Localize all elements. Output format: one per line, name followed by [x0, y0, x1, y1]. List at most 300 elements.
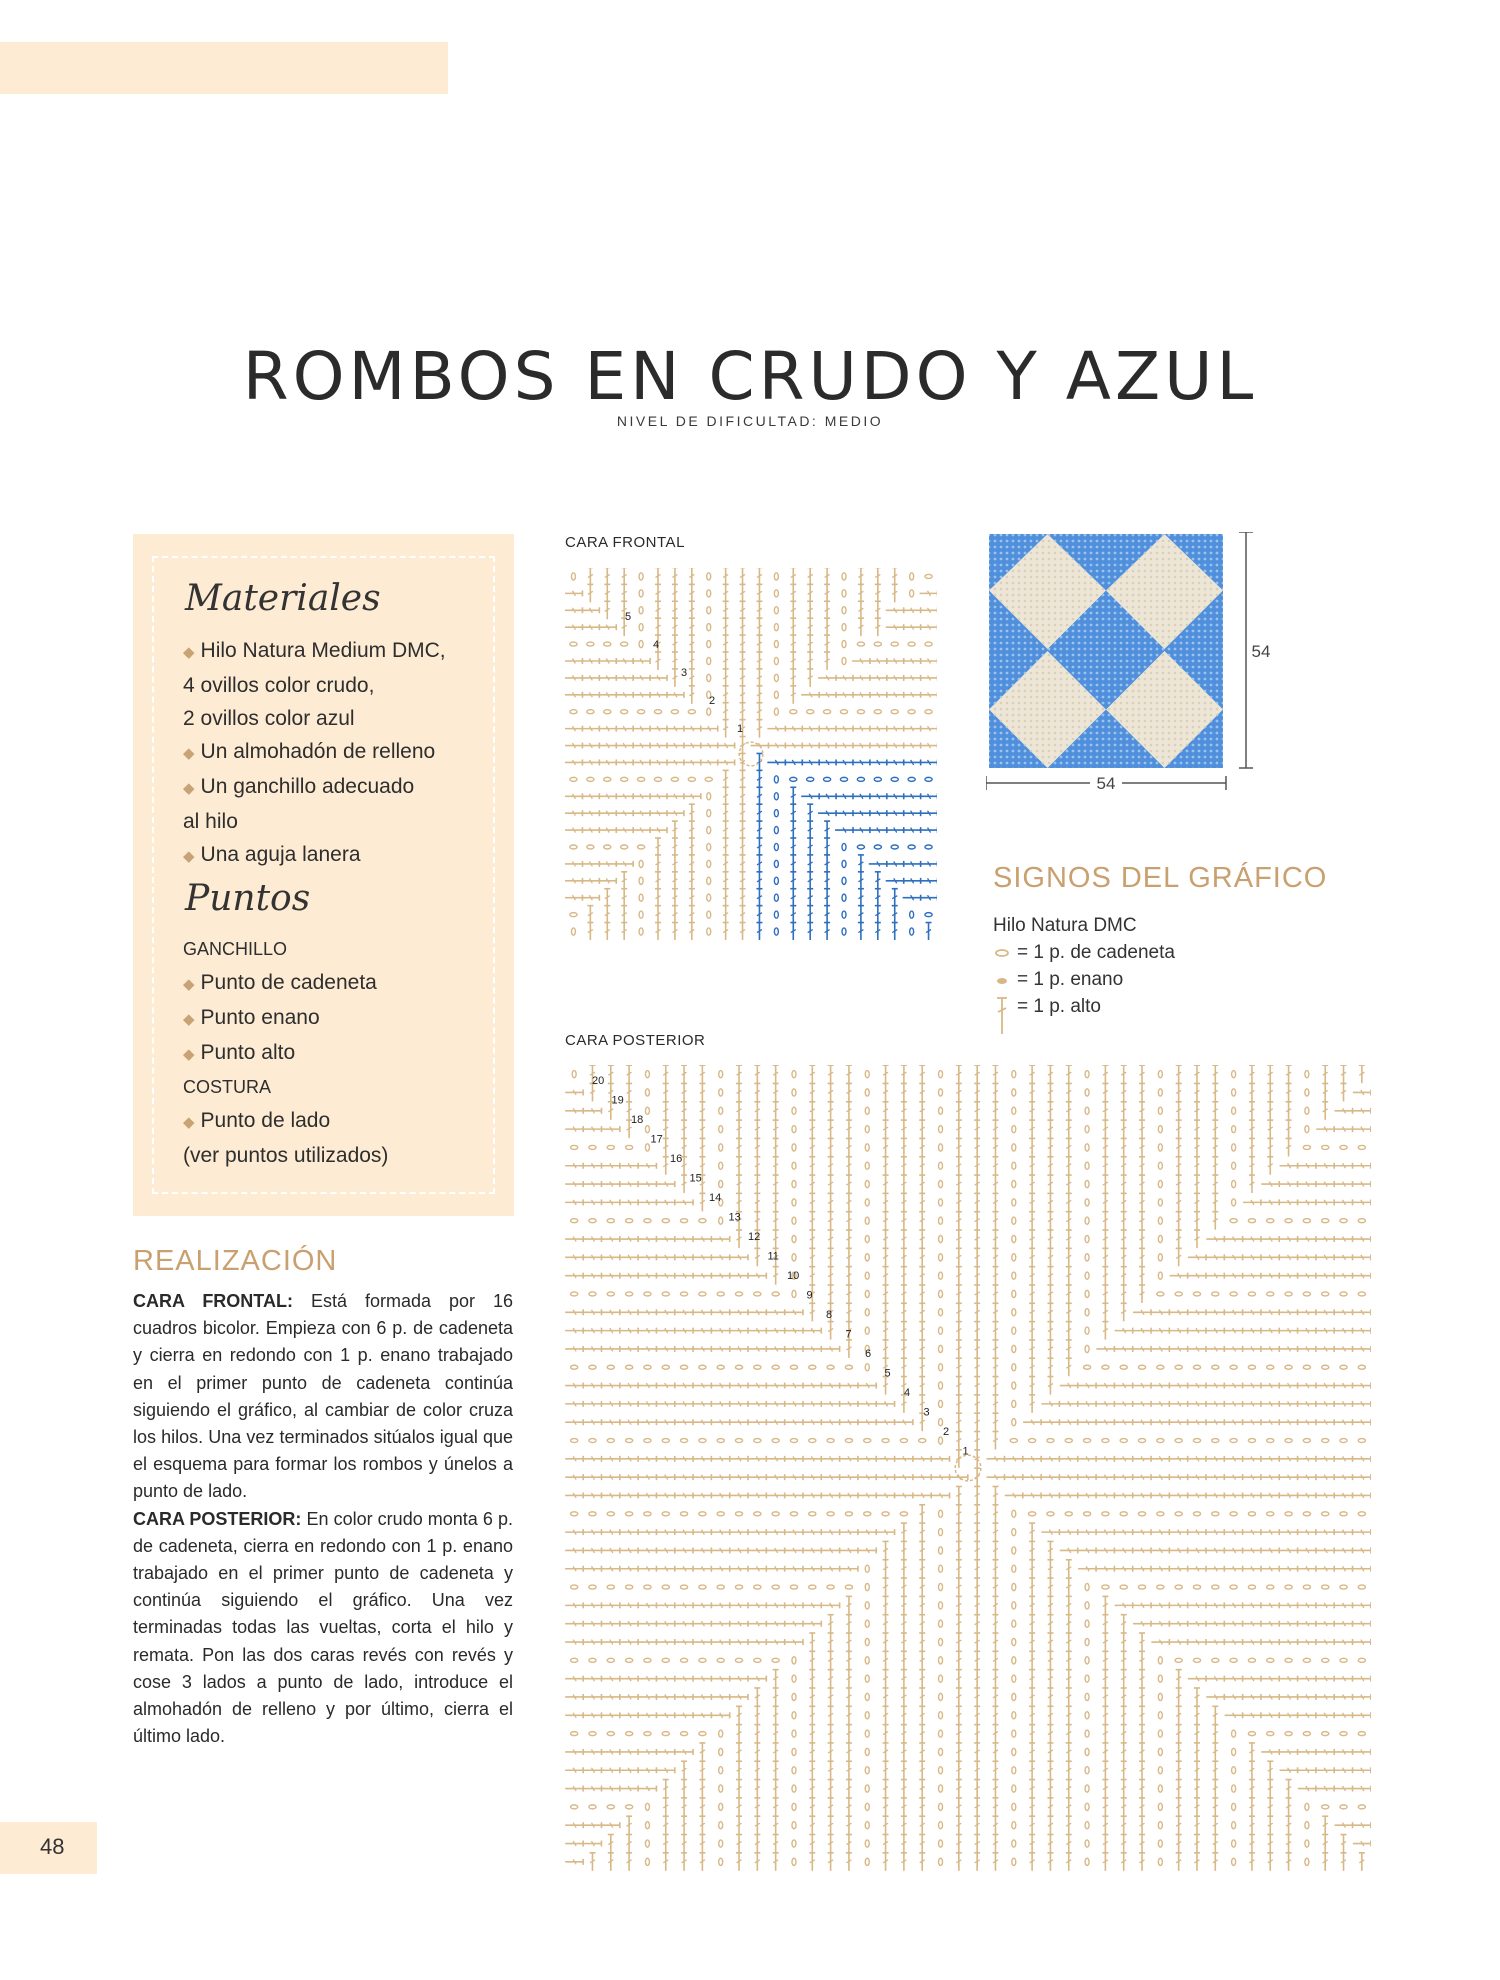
double-crochet-stitch [1353, 1456, 1371, 1462]
double-crochet-stitch [1029, 1285, 1035, 1303]
chain-stitch [626, 1292, 633, 1296]
double-crochet-stitch [748, 1401, 766, 1407]
chain-stitch [1340, 1805, 1347, 1809]
double-crochet-stitch [1066, 1248, 1072, 1266]
double-crochet-stitch [672, 838, 678, 856]
double-crochet-stitch [919, 1285, 925, 1303]
double-crochet-stitch [621, 872, 627, 890]
double-crochet-stitch [693, 1676, 711, 1682]
double-crochet-stitch [1261, 1199, 1279, 1205]
double-crochet-stitch [1316, 1419, 1334, 1425]
chain-stitch [1230, 1439, 1237, 1443]
chain-stitch [1358, 1292, 1365, 1296]
double-crochet-stitch [666, 810, 684, 816]
double-crochet-stitch [956, 1065, 962, 1083]
double-crochet-stitch [886, 793, 904, 799]
double-crochet-stitch [886, 624, 904, 630]
round-number-label: 5 [625, 611, 632, 623]
double-crochet-stitch [1212, 1761, 1218, 1779]
double-crochet-stitch [1188, 1346, 1206, 1352]
diamond-bullet-icon: ◆ [183, 644, 195, 661]
double-crochet-stitch [903, 624, 921, 630]
chain-stitch [774, 928, 778, 935]
chain-stitch [571, 1658, 578, 1662]
double-crochet-stitch [919, 1853, 925, 1871]
double-crochet-stitch [1353, 1621, 1371, 1627]
chain-stitch [1120, 1585, 1127, 1589]
double-crochet-stitch [803, 1401, 821, 1407]
double-crochet-stitch [852, 793, 870, 799]
double-crochet-stitch [828, 1633, 834, 1651]
double-crochet-stitch [803, 1547, 821, 1553]
double-crochet-stitch [1066, 1322, 1072, 1340]
double-crochet-stitch [809, 1267, 815, 1285]
double-crochet-stitch [1176, 1157, 1182, 1175]
double-crochet-stitch [869, 793, 887, 799]
double-crochet-stitch [1225, 1712, 1243, 1718]
double-crochet-stitch [1115, 1346, 1133, 1352]
double-crochet-stitch [869, 810, 887, 816]
double-crochet-stitch [901, 1212, 907, 1230]
chain-stitch [827, 1585, 834, 1589]
double-crochet-stitch [1316, 1163, 1334, 1169]
double-crochet-stitch [1139, 1633, 1145, 1651]
double-crochet-stitch [583, 1492, 601, 1498]
chain-stitch [1029, 1439, 1036, 1443]
double-crochet-stitch [1194, 1230, 1200, 1248]
double-crochet-stitch [1066, 1688, 1072, 1706]
double-crochet-stitch [846, 1816, 852, 1834]
double-crochet-stitch [803, 1566, 821, 1572]
double-crochet-stitch [913, 1492, 931, 1498]
chain-stitch [1230, 1658, 1237, 1662]
double-crochet-stitch [730, 1383, 748, 1389]
chain-stitch [1322, 1365, 1329, 1369]
double-crochet-stitch [903, 726, 921, 732]
double-crochet-stitch [657, 1676, 675, 1682]
double-crochet-stitch [1096, 1383, 1114, 1389]
double-crochet-stitch [1041, 1529, 1059, 1535]
list-item: ◆ Un almohadón de relleno [183, 740, 436, 763]
double-crochet-stitch [974, 1670, 980, 1688]
double-crochet-stitch [754, 1212, 760, 1230]
double-crochet-stitch [1029, 1688, 1035, 1706]
double-crochet-stitch [920, 810, 937, 816]
chain-stitch [1085, 1840, 1089, 1847]
double-crochet-icon [993, 996, 1011, 1036]
double-crochet-stitch [1188, 1547, 1206, 1553]
double-crochet-stitch [1176, 1083, 1182, 1101]
chain-stitch [719, 1767, 723, 1774]
double-crochet-stitch [675, 1401, 693, 1407]
chain-stitch [939, 1254, 943, 1261]
double-crochet-stitch [754, 1706, 760, 1724]
double-crochet-stitch [1353, 1749, 1371, 1755]
double-crochet-stitch [1078, 1383, 1096, 1389]
chain-stitch [707, 640, 711, 647]
double-crochet-stitch [974, 1816, 980, 1834]
chain-stitch [1248, 1365, 1255, 1369]
double-crochet-stitch [693, 1273, 711, 1279]
double-crochet-stitch [1194, 1853, 1200, 1871]
double-crochet-stitch [835, 793, 853, 799]
chain-stitch [699, 1219, 706, 1223]
chain-stitch [1085, 1089, 1089, 1096]
double-crochet-stitch [932, 1492, 950, 1498]
double-crochet-stitch [736, 1798, 742, 1816]
double-crochet-stitch [565, 1786, 583, 1792]
chain-stitch [1358, 1365, 1365, 1369]
chain-stitch [754, 1585, 761, 1589]
double-crochet-stitch [1029, 1322, 1035, 1340]
double-crochet-stitch [809, 1193, 815, 1211]
double-crochet-stitch [1261, 1529, 1279, 1535]
double-crochet-stitch [1029, 1377, 1035, 1395]
chain-stitch [589, 1365, 596, 1369]
double-crochet-stitch [956, 1413, 962, 1431]
double-crochet-stitch [974, 1615, 980, 1633]
double-crochet-stitch [1194, 1706, 1200, 1724]
double-crochet-stitch [1335, 1676, 1353, 1682]
double-crochet-stitch [858, 906, 864, 924]
chain-stitch [939, 1693, 943, 1700]
chain-stitch [639, 860, 643, 867]
round-number-label: 19 [611, 1094, 624, 1107]
double-crochet-stitch [583, 1841, 601, 1847]
double-crochet-stitch [1047, 1267, 1053, 1285]
double-crochet-stitch [754, 1835, 760, 1853]
chain-stitch [1158, 1126, 1162, 1133]
double-crochet-stitch [818, 726, 836, 732]
double-crochet-stitch [883, 1230, 889, 1248]
chain-stitch [1012, 1235, 1016, 1242]
double-crochet-stitch [1286, 1798, 1292, 1816]
chain-stitch [719, 1217, 723, 1224]
double-crochet-stitch [693, 1254, 711, 1260]
chain-stitch [1083, 1512, 1090, 1516]
double-crochet-stitch [886, 726, 904, 732]
double-crochet-stitch [858, 1419, 876, 1425]
double-crochet-stitch [565, 759, 582, 765]
double-crochet-stitch [1212, 1175, 1218, 1193]
double-crochet-stitch [1102, 1706, 1108, 1724]
round-number-label: 11 [767, 1250, 779, 1263]
double-crochet-stitch [1267, 1138, 1273, 1156]
double-crochet-stitch [840, 1529, 858, 1535]
chain-stitch [939, 1620, 943, 1627]
double-crochet-stitch [919, 1267, 925, 1285]
double-crochet-stitch [974, 1578, 980, 1596]
double-crochet-stitch [730, 1401, 748, 1407]
double-crochet-stitch [736, 1743, 742, 1761]
chain-stitch [644, 1658, 651, 1662]
double-crochet-stitch [974, 1083, 980, 1101]
chain-stitch [1085, 1071, 1089, 1078]
double-crochet-stitch [748, 1346, 766, 1352]
double-crochet-stitch [615, 793, 633, 799]
double-crochet-stitch [790, 821, 796, 839]
double-crochet-stitch [835, 759, 853, 765]
double-crochet-stitch [1102, 1175, 1108, 1193]
chain-stitch [719, 1803, 723, 1810]
double-crochet-stitch [1121, 1267, 1127, 1285]
double-crochet-stitch [1194, 1835, 1200, 1853]
double-crochet-stitch [1066, 1230, 1072, 1248]
double-crochet-stitch [901, 1248, 907, 1266]
double-crochet-stitch [974, 1780, 980, 1798]
chain-stitch [939, 1382, 943, 1389]
double-crochet-stitch [785, 1419, 803, 1425]
double-crochet-stitch [840, 1419, 858, 1425]
chain-stitch [1322, 1512, 1329, 1516]
double-crochet-stitch [1261, 1328, 1279, 1334]
double-crochet-stitch [956, 1175, 962, 1193]
double-crochet-stitch [901, 1065, 907, 1083]
double-crochet-stitch [1261, 1547, 1279, 1553]
double-crochet-stitch [649, 793, 667, 799]
double-crochet-stitch [1139, 1157, 1145, 1175]
double-crochet-stitch [693, 1547, 711, 1553]
chain-stitch [1175, 1585, 1182, 1589]
double-crochet-stitch [683, 743, 701, 749]
double-crochet-stitch [1066, 1358, 1072, 1376]
double-crochet-stitch [1261, 1181, 1279, 1187]
double-crochet-stitch [1212, 1157, 1218, 1175]
chain-stitch [1340, 1658, 1347, 1662]
chain-stitch [1085, 1180, 1089, 1187]
double-crochet-stitch [785, 1529, 803, 1535]
double-crochet-stitch [1335, 1254, 1353, 1260]
double-crochet-stitch [809, 1853, 815, 1871]
double-crochet-stitch [565, 1566, 583, 1572]
double-crochet-stitch [920, 624, 937, 630]
chain-stitch [865, 1126, 869, 1133]
chain-stitch [865, 1235, 869, 1242]
double-crochet-stitch [1121, 1212, 1127, 1230]
double-crochet-stitch [730, 1529, 748, 1535]
double-crochet-stitch [974, 1395, 980, 1413]
chain-stitch [644, 1512, 651, 1516]
chain-stitch [570, 845, 577, 849]
double-crochet-stitch [699, 1083, 705, 1101]
double-crochet-stitch [846, 1120, 852, 1138]
double-crochet-stitch [822, 1456, 840, 1462]
double-crochet-stitch [1206, 1566, 1224, 1572]
chain-stitch [735, 1439, 742, 1443]
top-color-band [0, 42, 448, 94]
chain-stitch [865, 1785, 869, 1792]
double-crochet-stitch [1280, 1694, 1298, 1700]
double-crochet-stitch [723, 906, 729, 924]
double-crochet-stitch [875, 889, 881, 907]
chain-stitch [717, 1365, 724, 1369]
double-crochet-stitch [1121, 1725, 1127, 1743]
chain-stitch [1012, 1309, 1016, 1316]
double-crochet-stitch [621, 889, 627, 907]
double-crochet-stitch [736, 1193, 742, 1211]
chain-stitch [1012, 1364, 1016, 1371]
double-crochet-stitch [956, 1670, 962, 1688]
double-crochet-stitch [767, 1566, 785, 1572]
double-crochet-stitch [869, 861, 887, 867]
double-crochet-stitch [883, 1322, 889, 1340]
double-crochet-stitch [681, 1798, 687, 1816]
double-crochet-stitch [1047, 1761, 1053, 1779]
double-crochet-stitch [675, 1309, 693, 1315]
double-crochet-stitch [901, 1725, 907, 1743]
double-crochet-stitch [657, 1328, 675, 1334]
double-crochet-stitch [723, 601, 729, 619]
chain-stitch [1303, 1145, 1310, 1149]
double-crochet-stitch [1047, 1322, 1053, 1340]
double-crochet-stitch [883, 1560, 889, 1578]
double-crochet-stitch [1121, 1230, 1127, 1248]
chain-stitch [1085, 1217, 1089, 1224]
chain-stitch [570, 642, 577, 646]
width-dimension-label: 54 [1096, 774, 1116, 793]
double-crochet-stitch [1066, 1578, 1072, 1596]
double-crochet-stitch [790, 618, 796, 636]
double-crochet-stitch [693, 1602, 711, 1608]
double-crochet-stitch [892, 584, 898, 602]
double-crochet-stitch [583, 1346, 601, 1352]
double-crochet-stitch [919, 1560, 925, 1578]
double-crochet-stitch [620, 1749, 638, 1755]
chain-stitch [842, 860, 846, 867]
double-crochet-stitch [1212, 1835, 1218, 1853]
double-crochet-stitch [785, 1474, 803, 1480]
chain-stitch [688, 777, 695, 781]
double-crochet-stitch [1121, 1706, 1127, 1724]
chain-stitch [1158, 1272, 1162, 1279]
chain-stitch [939, 1675, 943, 1682]
double-crochet-stitch [1047, 1651, 1053, 1669]
double-crochet-stitch [666, 743, 684, 749]
double-crochet-stitch [809, 1725, 815, 1743]
double-crochet-stitch [565, 1456, 583, 1462]
double-crochet-stitch [767, 1401, 785, 1407]
double-crochet-stitch [754, 1743, 760, 1761]
double-crochet-stitch [756, 652, 762, 670]
double-crochet-stitch [1194, 1102, 1200, 1120]
double-crochet-stitch [620, 1474, 638, 1480]
chain-stitch [792, 1071, 796, 1078]
chain-stitch [1248, 1585, 1255, 1589]
chain-stitch [1285, 1512, 1292, 1516]
double-crochet-stitch [1121, 1157, 1127, 1175]
double-crochet-stitch [655, 601, 661, 619]
double-crochet-stitch [1188, 1492, 1206, 1498]
chain-stitch [680, 1585, 687, 1589]
double-crochet-stitch [919, 1835, 925, 1853]
chain-stitch [707, 590, 711, 597]
double-crochet-stitch [956, 1743, 962, 1761]
double-crochet-stitch [1280, 1181, 1298, 1187]
double-crochet-stitch [956, 1615, 962, 1633]
double-crochet-stitch [883, 1541, 889, 1559]
double-crochet-stitch [790, 652, 796, 670]
double-crochet-stitch [974, 1120, 980, 1138]
double-crochet-stitch [824, 889, 830, 907]
double-crochet-stitch [1280, 1767, 1298, 1773]
double-crochet-stitch [773, 1175, 779, 1193]
double-crochet-stitch [809, 1670, 815, 1688]
diamond-bullet-icon: ◆ [183, 1046, 195, 1063]
double-crochet-stitch [740, 855, 746, 873]
double-crochet-stitch [840, 1474, 858, 1480]
double-crochet-stitch [992, 1853, 998, 1871]
double-crochet-stitch [1353, 1841, 1371, 1847]
posterior-label: CARA POSTERIOR: [133, 1508, 302, 1529]
double-crochet-stitch [663, 1065, 669, 1083]
double-crochet-stitch [992, 1303, 998, 1321]
double-crochet-stitch [663, 1816, 669, 1834]
chain-stitch [671, 710, 678, 714]
double-crochet-stitch [869, 827, 887, 833]
double-crochet-stitch [1047, 1377, 1053, 1395]
double-crochet-stitch [672, 669, 678, 687]
double-crochet-stitch [1121, 1193, 1127, 1211]
chain-stitch [925, 777, 932, 781]
double-crochet-stitch [581, 878, 599, 884]
double-crochet-stitch [903, 692, 921, 698]
double-crochet-stitch [723, 584, 729, 602]
chain-stitch [626, 1585, 633, 1589]
double-crochet-stitch [809, 1157, 815, 1175]
double-crochet-stitch [689, 821, 695, 839]
double-crochet-stitch [803, 1383, 821, 1389]
double-crochet-stitch [1316, 1492, 1334, 1498]
double-crochet-stitch [657, 1602, 675, 1608]
double-crochet-stitch [919, 1120, 925, 1138]
chain-stitch [680, 1219, 687, 1223]
double-crochet-stitch [1212, 1138, 1218, 1156]
double-crochet-stitch [974, 1285, 980, 1303]
double-crochet-stitch [1121, 1743, 1127, 1761]
chain-stitch [1322, 1219, 1329, 1223]
double-crochet-stitch [712, 1529, 730, 1535]
chain-stitch [626, 1145, 633, 1149]
chain-stitch [939, 1565, 943, 1572]
double-crochet-stitch [754, 1120, 760, 1138]
chain-stitch [939, 1529, 943, 1536]
double-crochet-stitch [901, 1853, 907, 1871]
double-crochet-stitch [583, 1529, 601, 1535]
frontal-text: Está formada por 16 cuadros bicolor. Empieza con 6 p. de cadeneta y cierra en redondo con 1 p. enano trabajado en el primer punto de cadeneta continúa siguiendo el gráfico, al cambiar de color cruza los hilos. Una vez terminados sitúalos igual que el esquema para formar los rombos y únelos a punto de lado. [133, 1291, 513, 1502]
chain-stitch [1358, 1219, 1365, 1223]
double-crochet-stitch [828, 1230, 834, 1248]
double-crochet-stitch [1267, 1083, 1273, 1101]
double-crochet-stitch [1047, 1193, 1053, 1211]
double-crochet-stitch [1206, 1401, 1224, 1407]
double-crochet-stitch [773, 1725, 779, 1743]
double-crochet-stitch [1267, 1798, 1273, 1816]
double-crochet-stitch [846, 1065, 852, 1083]
double-crochet-stitch [620, 1199, 638, 1205]
double-crochet-stitch [974, 1193, 980, 1211]
chain-stitch [900, 1512, 907, 1516]
double-crochet-stitch [1353, 1639, 1371, 1645]
double-crochet-stitch [992, 1285, 998, 1303]
double-crochet-stitch [565, 624, 582, 630]
double-crochet-stitch [675, 1749, 693, 1755]
double-crochet-stitch [1023, 1492, 1041, 1498]
double-crochet-stitch [822, 1602, 840, 1608]
height-dimension-label: 54 [1251, 642, 1271, 661]
double-crochet-stitch [740, 889, 746, 907]
double-crochet-stitch [1316, 1126, 1334, 1132]
double-crochet-stitch [956, 1267, 962, 1285]
